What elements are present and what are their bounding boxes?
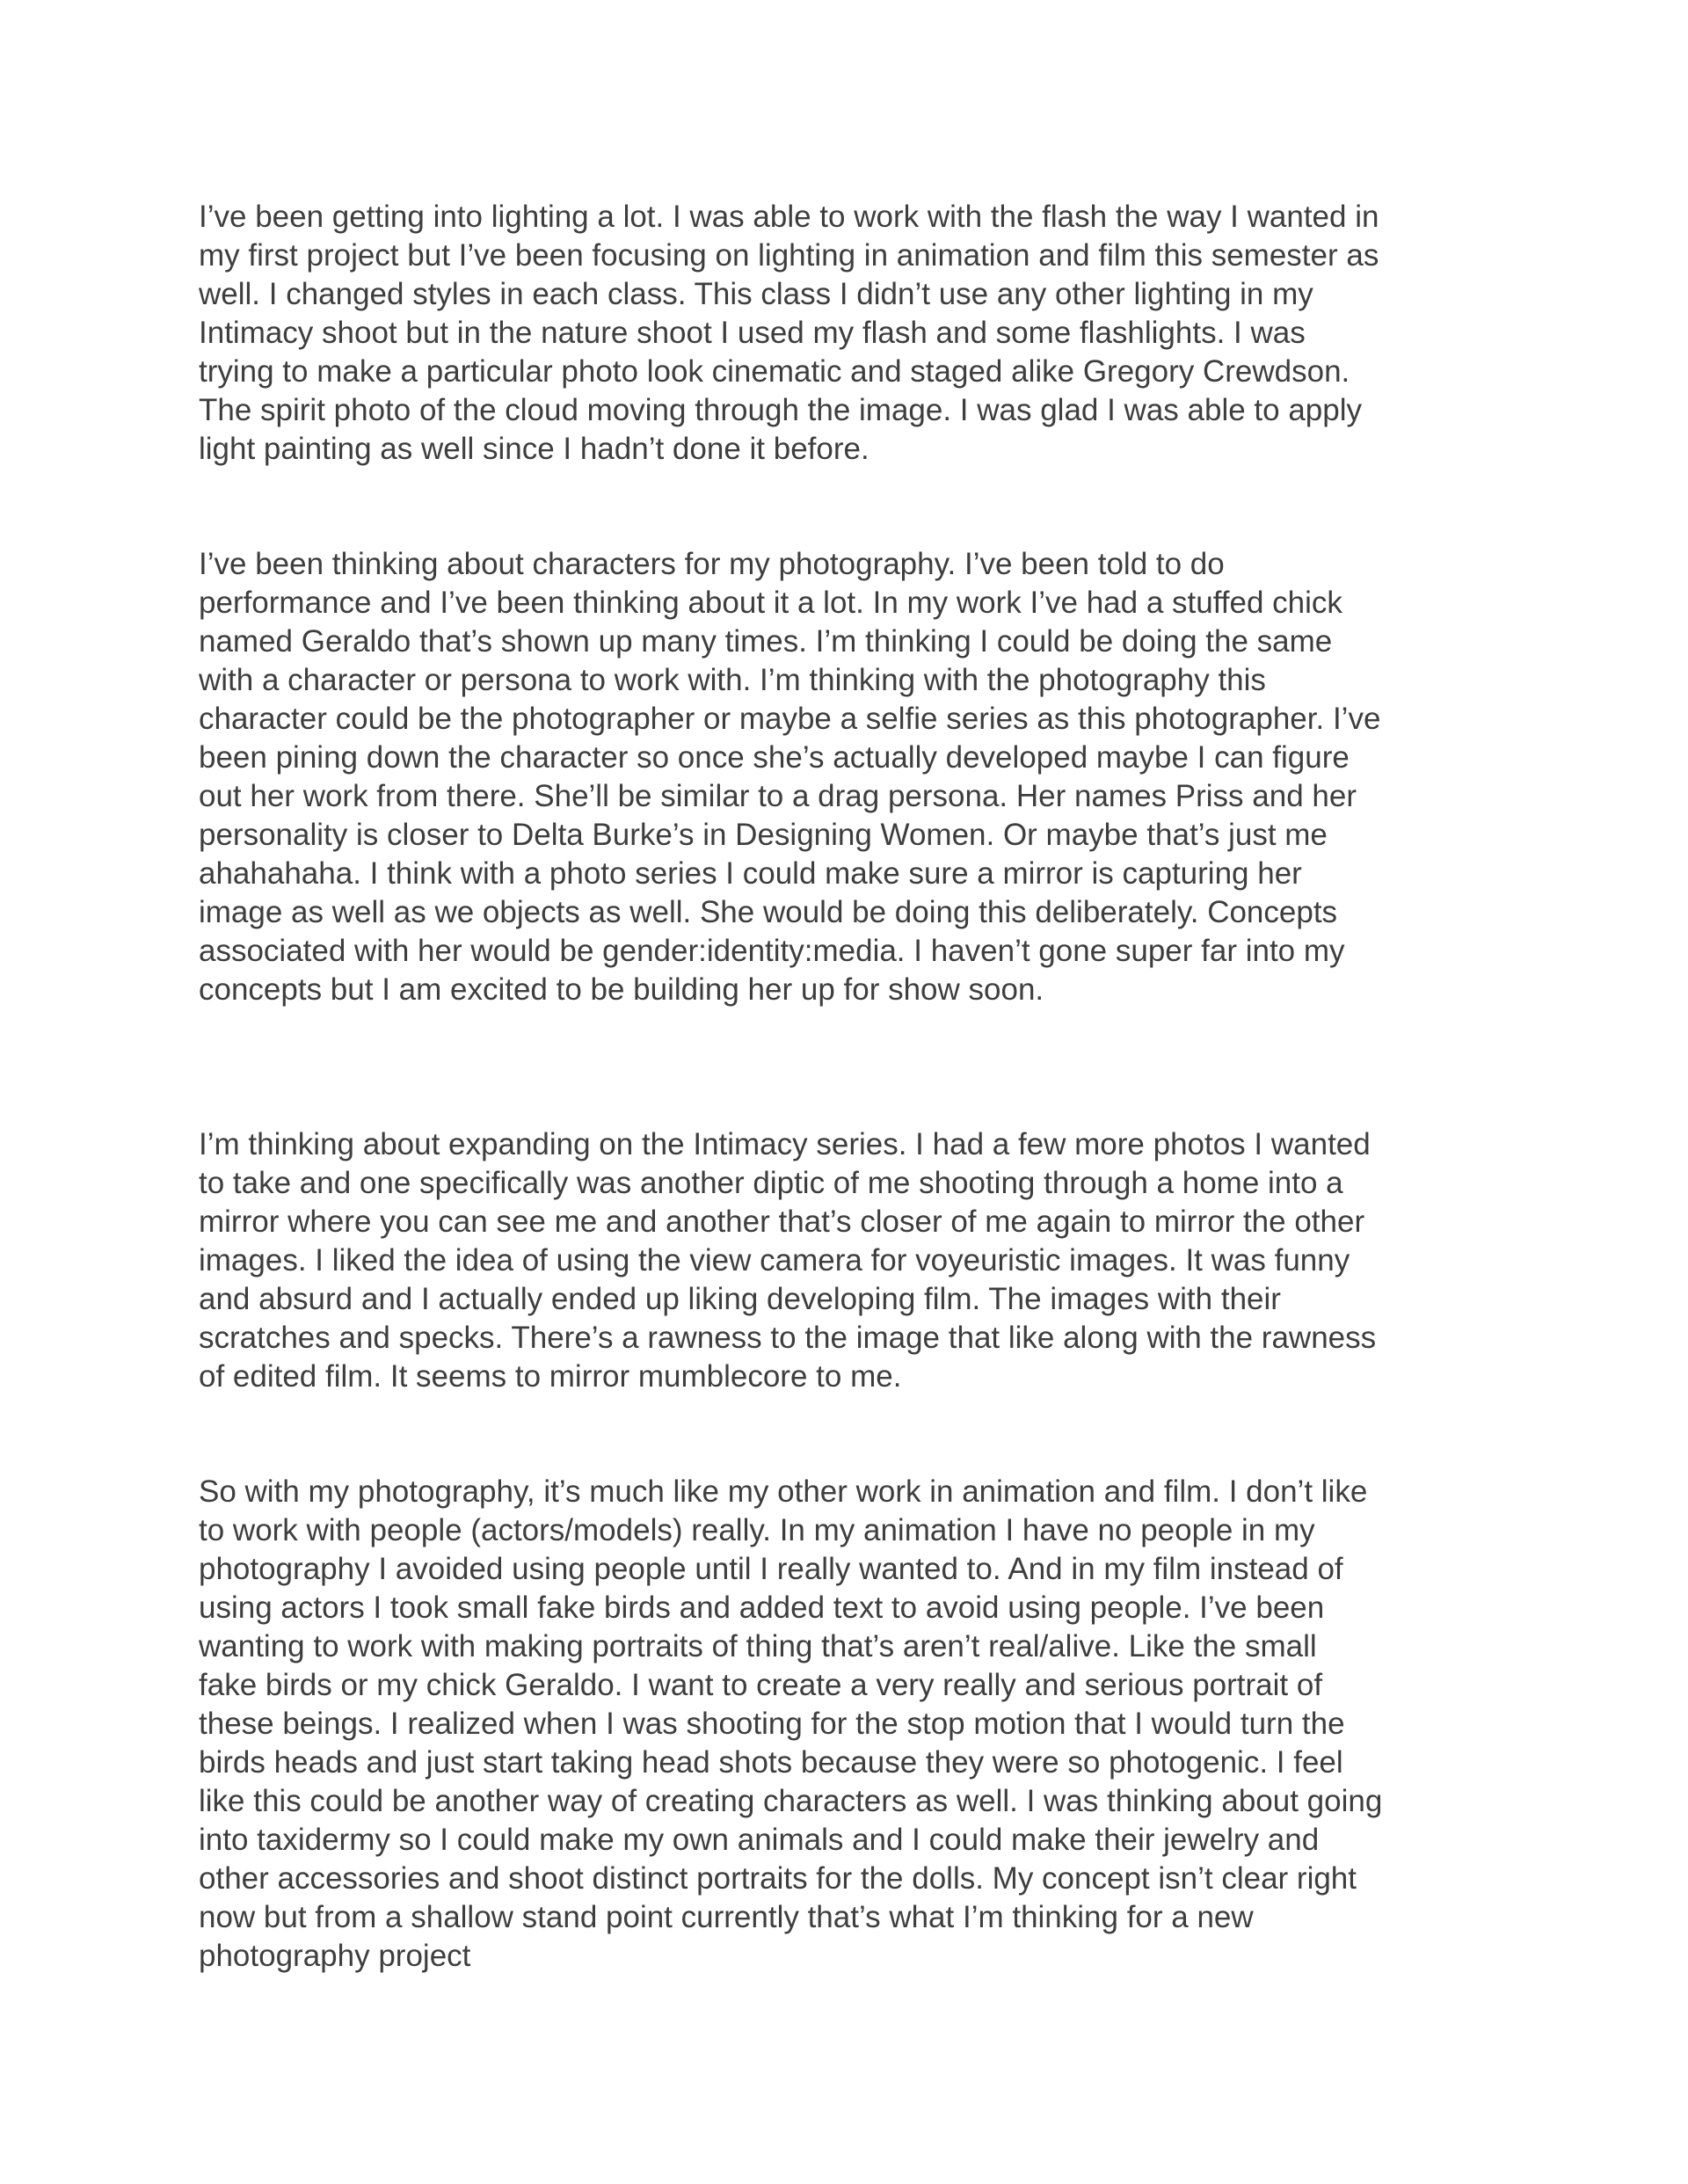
paragraph-lighting: I’ve been getting into lighting a lot. I was able to work with the flash the way I wanted in my first project but I’ve been focusing on lighting in animation and film this semester as well. I changed styles in each class. This class I didn’t use any other lighting in my Intimacy shoot but in the nature shoot I used my flash and some flashlights. I was trying to make a particular photo look cinematic and staged alike Gregory Crewdson. The spirit photo of the cloud moving through the image. I was glad I was able to apply light painting as well since I hadn’t done it before.: [199, 200, 1379, 466]
paragraph-characters: I’ve been thinking about characters for my photography. I’ve been told to do performance and I’ve been thinking about it a lot. In my work I’ve had a stuffed chick named Geraldo that’s shown up many times. I’m thinking I could be doing the same with a character or persona to work with. I’m thinking with the photography this character could be the photographer or maybe a selfie series as this photographer. I’ve been pining down the character so once she’s actually developed maybe I can figure out her work from there. She’ll be similar to a drag persona. Her names Priss and her personality is closer to Delta Burke’s in Designing Women. Or maybe that’s just me ahahahaha. I think with a photo series I could make sure a mirror is capturing her image as well as we objects as well. She would be doing this deliberately. Concepts associated with her would be gender:identity:media. I haven’t gone super far into my concepts but I am excited to be building her up for show soon.: [199, 547, 1381, 1007]
paragraph-intimacy-series: I’m thinking about expanding on the Intimacy series. I had a few more photos I wanted to take and one specifically was another diptic of me shooting through a home into a mirror where you can see me and another that’s closer of me again to mirror the other images. I liked the idea of using the view camera for voyeuristic images. It was funny and absurd and I actually ended up liking developing film. The images with their scratches and specks. There’s a rawness to the image that like along with the rawness of edited film. It seems to mirror mumblecore to me.: [199, 1127, 1377, 1394]
paragraph-portraits: So with my photography, it’s much like my other work in animation and film. I don’t like to work with people (actors/models) really. In my animation I have no people in my photography I avoided using people until I really wanted to. And in my film instead of using actors I took small fake birds and added text to avoid using people. I’ve been wanting to work with making portraits of thing that’s aren’t real/alive. Like the small fake birds or my chick Geraldo. I want to create a very really and serious portrait of these beings. I realized when I was shooting for the stop motion that I would turn the birds heads and just start taking head shots because they were so photogenic. I feel like this could be another way of creating characters as well. I was thinking about going into taxidermy so I could make my own animals and I could make their jewelry and other accessories and shoot distinct portraits for the dolls. My concept isn’t clear right now but from a shallow stand point currently that’s what I’m thinking for a new photography project: [199, 1474, 1383, 1973]
